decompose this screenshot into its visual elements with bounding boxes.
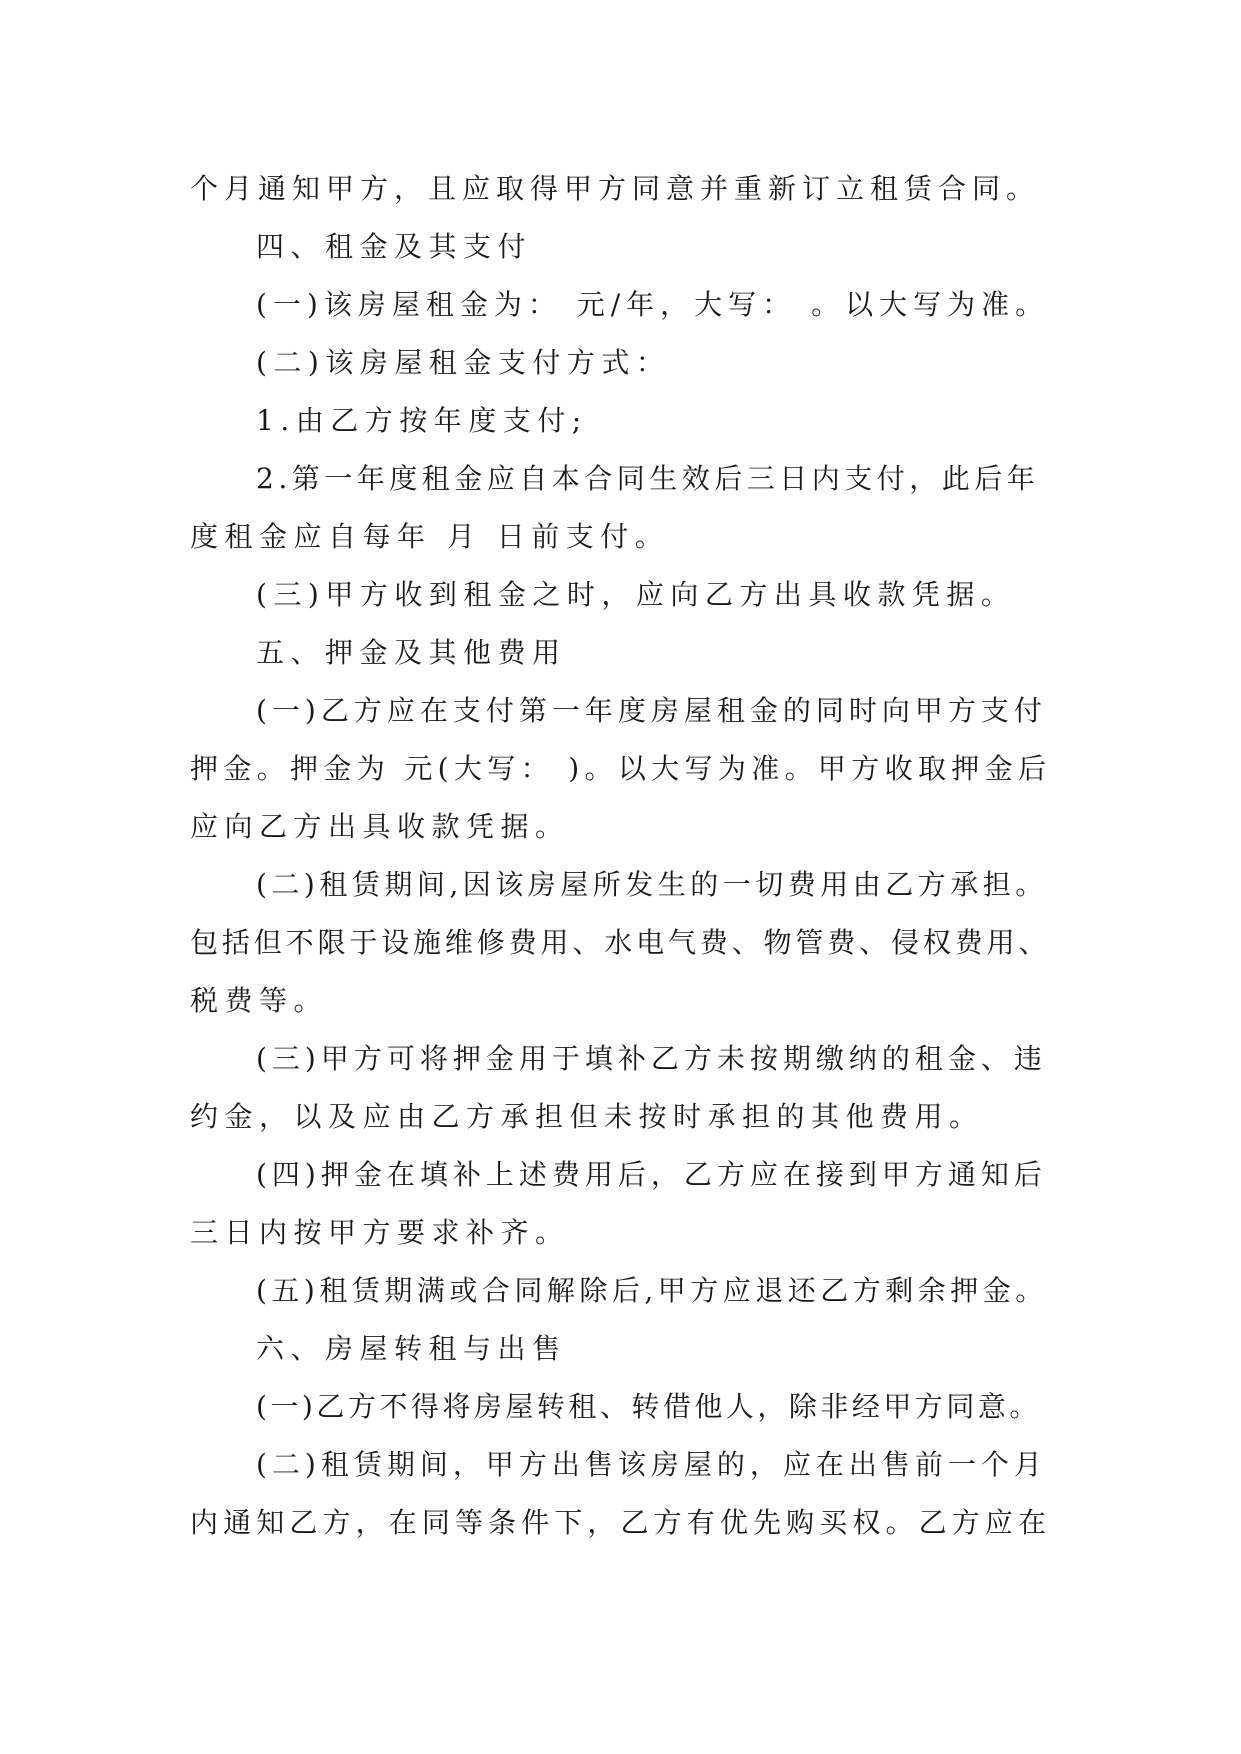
- text-line: (三)甲方可将押金用于填补乙方未按期缴纳的租金、违: [256, 1042, 1047, 1075]
- text-line: 内通知乙方，在同等条件下，乙方有优先购买权。乙方应在: [190, 1506, 1050, 1539]
- text-line: (二)租赁期间，甲方出售该房屋的，应在出售前一个月: [256, 1448, 1047, 1481]
- text-line: (五)租赁期满或合同解除后,甲方应退还乙方剩余押金。: [256, 1274, 1048, 1307]
- document-body: [190, 160, 1050, 1552]
- text-line: 1.由乙方按年度支付;: [256, 404, 588, 437]
- section-heading-rent: 四、租金及其支付: [256, 230, 533, 263]
- text-line: (三)甲方收到租金之时，应向乙方出具收款凭据。: [256, 578, 1016, 611]
- text-line: (一)该房屋租金为： 元/年，大写： 。以大写为准。: [256, 288, 1050, 321]
- text-line: 税费等。: [190, 984, 329, 1017]
- text-line: (一)乙方不得将房屋转租、转借他人，除非经甲方同意。: [256, 1390, 1041, 1423]
- text-line: (二)租赁期间,因该房屋所发生的一切费用由乙方承担。: [256, 868, 1048, 901]
- text-line: 应向乙方出具收款凭据。: [190, 810, 570, 843]
- text-line: 押金。押金为 元(大写： )。以大写为准。甲方收取押金后: [190, 752, 1050, 785]
- text-line: 三日内按甲方要求补齐。: [190, 1216, 570, 1249]
- section-heading-sublease: 六、房屋转租与出售: [256, 1332, 567, 1365]
- text-line: 约金，以及应由乙方承担但未按时承担的其他费用。: [190, 1100, 984, 1133]
- text-line: 包括但不限于设施维修费用、水电气费、物管费、侵权费用、: [190, 926, 1050, 959]
- text-line: (四)押金在填补上述费用后，乙方应在接到甲方通知后: [256, 1158, 1047, 1191]
- text-line: 度租金应自每年 月 日前支付。: [190, 520, 670, 553]
- text-line: 2.第一年度租金应自本合同生效后三日内支付，此后年: [256, 462, 1040, 495]
- text-line: (一)乙方应在支付第一年度房屋租金的同时向甲方支付: [256, 694, 1047, 727]
- section-heading-deposit: 五、押金及其他费用: [256, 636, 567, 669]
- text-line: 个月通知甲方，且应取得甲方同意并重新订立租赁合同。: [190, 172, 1041, 205]
- text-line: (二)该房屋租金支付方式：: [256, 346, 671, 379]
